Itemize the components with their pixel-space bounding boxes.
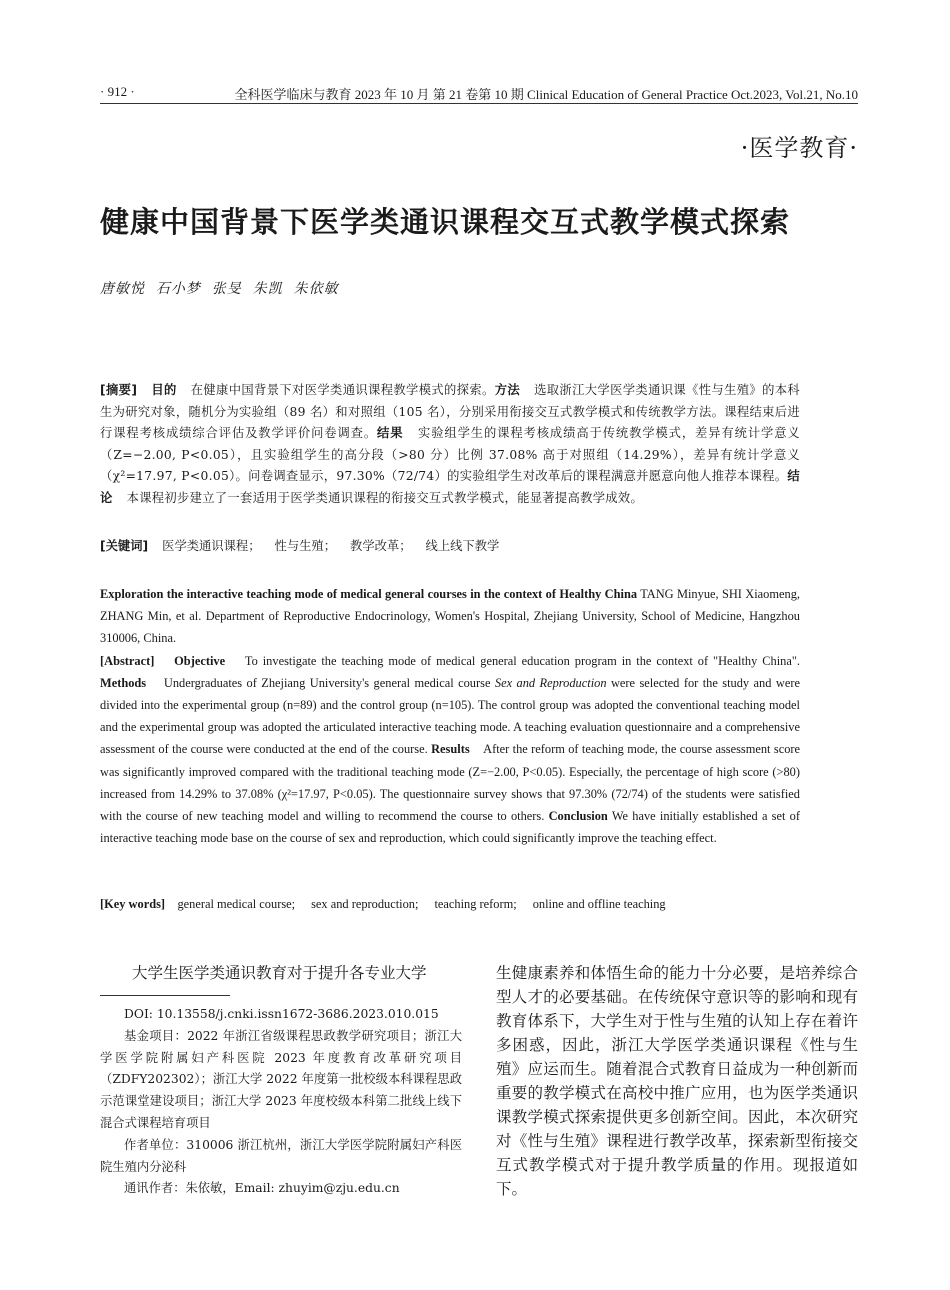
keyword-en: online and offline teaching xyxy=(532,897,666,911)
running-head: 全科医学临床与教育 2023 年 10 月 第 21 卷第 10 期 Clinical Education of General Practice Oct.2023, Vol.21, No.10 xyxy=(234,87,858,102)
header-rule xyxy=(100,103,858,104)
results-cn-label: 结果 xyxy=(377,426,404,441)
funding: 基金项目：2022 年浙江省级课程思政教学研究项目；浙江大学医学院附属妇产科医院 2023 年度教育改革研究项目（ZDFY202302）；浙江大学 2022 年度第一批校级本科课程思政示范课堂建设项目；浙江大学 2023 年度校级本科第二批线上线下混合式课程培育项目 xyxy=(100,1028,462,1130)
en-objective-label: Objective xyxy=(174,653,226,668)
affiliation: 作者单位：310006 浙江杭州，浙江大学医学院附属妇产科医院生殖内分泌科 xyxy=(100,1137,462,1174)
en-abstract-label: [Abstract] xyxy=(100,653,155,668)
en-title: Exploration the interactive teaching mode of medical general courses in the context of Healthy China xyxy=(100,587,638,601)
en-conclusion-text: We have initially established a set of interactive teaching mode base on the course of sex and reproduction, which could significantly improve the teaching effect. xyxy=(100,809,801,846)
left-column xyxy=(100,961,462,1200)
en-results-label: Results xyxy=(431,742,470,757)
keyword-en: sex and reproduction; xyxy=(311,897,419,911)
authors-cn: 唐敏悦 石小梦 张旻 朱凯 朱依敏 xyxy=(100,281,339,297)
keyword-en: teaching reform; xyxy=(434,897,517,911)
keyword-cn: 教学改革； xyxy=(350,539,412,553)
footnotes xyxy=(100,1004,462,1200)
keywords-cn-label: [关键词] xyxy=(100,539,149,553)
keyword-en: general medical course; xyxy=(177,897,296,911)
en-authors-affiliation: TANG Minyue, SHI Xiaomeng, ZHANG Min, et al. Department of Reproductive Endocrinology, Women's Hospital, Zhejiang University, School of Medicine, Hangzhou 310006, China. xyxy=(100,587,800,646)
page-number: · 912 · xyxy=(100,84,135,99)
abstract-cn-label: [摘要] xyxy=(100,383,138,397)
results-cn-text: 实验组学生的课程考核成绩高于传统教学模式，差异有统计学意义（Z=−2.00, P<0.05），且实验组学生的高分段（>80 分）比例 37.08% 高于对照组（14.29%），差异有统计学意义（χ²=17.97, P<0.05）。问卷调查显示，97.30%（72/74）的实验组学生对改革后的课程满意并愿意向他人推荐本课程。 xyxy=(100,426,800,484)
abstract-cn xyxy=(100,380,800,510)
article-title: 健康中国背景下医学类通识课程交互式教学模式探索 xyxy=(100,205,791,239)
objective-cn-label: 目的 xyxy=(151,383,177,397)
en-course-name: Sex and Reproduction xyxy=(494,675,607,690)
section-label: ·医学教育· xyxy=(740,134,858,162)
en-objective-text: To investigate the teaching mode of medical general education program in the context of "Healthy China". xyxy=(244,653,801,668)
en-title-paragraph xyxy=(100,583,800,650)
en-conclusion-label: Conclusion xyxy=(548,809,608,824)
en-methods-text-a: Undergraduates of Zhejiang University's general medical course xyxy=(163,675,491,690)
right-column xyxy=(496,961,858,1201)
intro-continued: 生健康素养和体悟生命的能力十分必要，是培养综合型人才的必要基础。在传统保守意识等的影响和现有教育体系下，大学生对于性与生殖的认知上存在着许多困惑，因此，浙江大学医学类通识课程《性与生殖》应运而生。随着混合式教育日益成为一种创新而重要的教学模式在高校中推广应用，也为医学类通识课教学模式探索提供更多创新空间。因此，本次研究对《性与生殖》课程进行教学改革，探索新型衔接交互式教学模式对于提升教学质量的作用。现报道如下。 xyxy=(496,964,858,1198)
en-abstract-paragraph xyxy=(100,650,800,850)
keywords-en-label: [Key words] xyxy=(100,897,166,911)
keyword-cn: 医学类通识课程； xyxy=(162,539,261,553)
en-methods-text-b: were selected for the study and were divided into the experimental group (n=89) and the control group (n=105). The control group was adopted the conventional teaching model and the experimental group was adopted the articulated interactive teaching mode. A teaching evaluation questionnaire and a comprehensive assessment of the course were conducted at the end of the course. xyxy=(100,675,800,757)
conclusion-cn-label: 结论 xyxy=(100,469,800,505)
abstract-en xyxy=(100,583,800,849)
methods-cn-label: 方法 xyxy=(494,383,521,397)
objective-cn-text: 在健康中国背景下对医学类通识课程教学模式的探索。 xyxy=(190,383,495,397)
methods-cn-text: 选取浙江大学医学类通识课《性与生殖》的本科生为研究对象，随机分为实验组（89 名）和对照组（105 名），分别采用衔接交互式教学模式和传统教学方法。课程结束后进行课程考核成绩综合评估及教学评价问卷调查。 xyxy=(100,383,800,441)
intro-first-line: 大学生医学类通识教育对于提升各专业大学 xyxy=(132,964,427,982)
keyword-cn: 线上线下教学 xyxy=(425,539,500,553)
en-methods-label: Methods xyxy=(100,675,147,690)
en-results-text: After the reform of teaching mode, the course assessment score was significantly improved compared with the traditional teaching mode (Z=−2.00, P<0.05). Especially, the percentage of high score (>80) increased from 14.29% to 37.08% (χ²=17.97, P<0.05). The questionnaire survey shows that 97.30% (72/74) of the students were satisfied with the course of new teaching model and willing to recommend the course to others. xyxy=(100,742,801,824)
conclusion-cn-text: 本课程初步建立了一套适用于医学类通识课程的衔接交互式教学模式，能显著提高教学成效。 xyxy=(126,490,644,505)
keyword-cn: 性与生殖； xyxy=(274,539,337,553)
footnote-rule xyxy=(100,995,230,996)
doi: DOI: 10.13558/j.cnki.issn1672-3686.2023.010.015 xyxy=(124,1007,439,1021)
correspondence: 通讯作者：朱依敏，Email: zhuyim@zju.edu.cn xyxy=(124,1181,400,1196)
keywords-cn xyxy=(100,536,800,558)
keywords-en xyxy=(100,893,800,915)
